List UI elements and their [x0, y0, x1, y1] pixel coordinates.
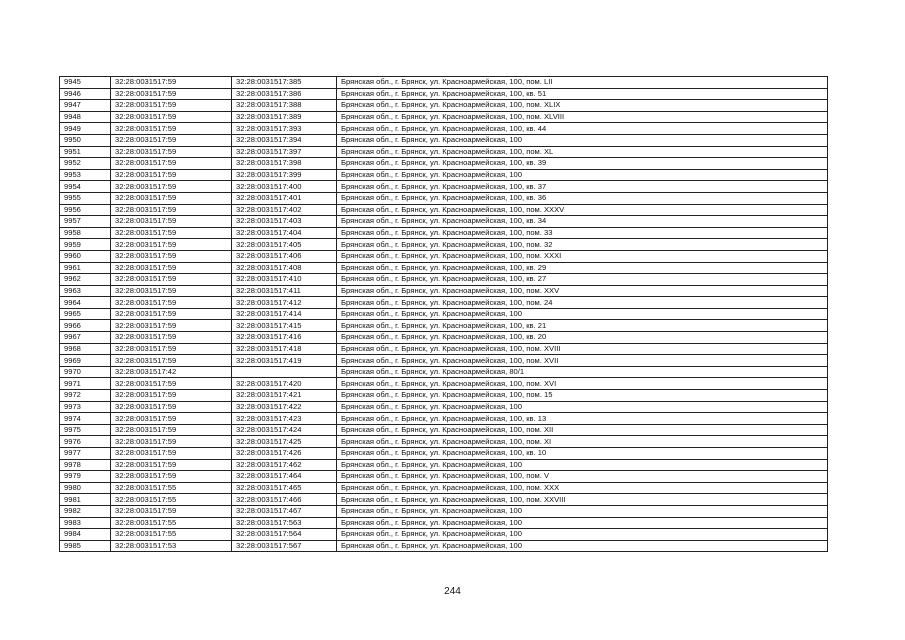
table-row [60, 529, 828, 541]
cadastral-number-cell: 32:28:0031517:389 [232, 111, 337, 123]
parent-cadastral-number-cell: 32:28:0031517:55 [111, 517, 232, 529]
address-cell: Брянская обл., г. Брянск, ул. Красноармейская, 100, пом. XII [337, 424, 828, 436]
parent-cadastral-number-cell: 32:28:0031517:59 [111, 169, 232, 181]
address-cell: Брянская обл., г. Брянск, ул. Красноармейская, 100 [337, 505, 828, 517]
table-row [60, 262, 828, 274]
row-number-cell: 9953 [60, 169, 111, 181]
parent-cadastral-number-cell: 32:28:0031517:59 [111, 239, 232, 251]
address-cell: Брянская обл., г. Брянск, ул. Красноармейская, 100, кв. 51 [337, 88, 828, 100]
parent-cadastral-number-cell: 32:28:0031517:59 [111, 424, 232, 436]
table-row [60, 250, 828, 262]
parent-cadastral-number-cell: 32:28:0031517:59 [111, 111, 232, 123]
parent-cadastral-number-cell: 32:28:0031517:59 [111, 505, 232, 517]
address-cell: Брянская обл., г. Брянск, ул. Красноармейская, 100, пом. 15 [337, 390, 828, 402]
cadastral-number-cell: 32:28:0031517:401 [232, 192, 337, 204]
row-number-cell: 9973 [60, 401, 111, 413]
cadastral-number-cell: 32:28:0031517:464 [232, 471, 337, 483]
row-number-cell: 9983 [60, 517, 111, 529]
table-row [60, 204, 828, 216]
address-cell: Брянская обл., г. Брянск, ул. Красноармейская, 100 [337, 459, 828, 471]
address-cell: Брянская обл., г. Брянск, ул. Красноармейская, 100 [337, 517, 828, 529]
address-cell: Брянская обл., г. Брянск, ул. Красноармейская, 100, пом. XXXV [337, 204, 828, 216]
parent-cadastral-number-cell: 32:28:0031517:59 [111, 436, 232, 448]
row-number-cell: 9985 [60, 540, 111, 552]
row-number-cell: 9969 [60, 355, 111, 367]
cadastral-number-cell: 32:28:0031517:386 [232, 88, 337, 100]
row-number-cell: 9976 [60, 436, 111, 448]
row-number-cell: 9970 [60, 366, 111, 378]
row-number-cell: 9952 [60, 158, 111, 170]
row-number-cell: 9978 [60, 459, 111, 471]
parent-cadastral-number-cell: 32:28:0031517:59 [111, 181, 232, 193]
parent-cadastral-number-cell: 32:28:0031517:42 [111, 366, 232, 378]
cadastral-number-cell: 32:28:0031517:408 [232, 262, 337, 274]
table-row [60, 332, 828, 344]
address-cell: Брянская обл., г. Брянск, ул. Красноармейская, 100 [337, 401, 828, 413]
table-row [60, 88, 828, 100]
cadastral-number-cell: 32:28:0031517:419 [232, 355, 337, 367]
table-row [60, 308, 828, 320]
parent-cadastral-number-cell: 32:28:0031517:59 [111, 320, 232, 332]
address-cell: Брянская обл., г. Брянск, ул. Красноармейская, 100, пом. V [337, 471, 828, 483]
table-row [60, 424, 828, 436]
parent-cadastral-number-cell: 32:28:0031517:59 [111, 332, 232, 344]
parent-cadastral-number-cell: 32:28:0031517:53 [111, 540, 232, 552]
address-cell: Брянская обл., г. Брянск, ул. Красноармейская, 100 [337, 529, 828, 541]
parent-cadastral-number-cell: 32:28:0031517:55 [111, 529, 232, 541]
parent-cadastral-number-cell: 32:28:0031517:55 [111, 494, 232, 506]
address-cell: Брянская обл., г. Брянск, ул. Красноармейская, 100 [337, 540, 828, 552]
cadastral-number-cell: 32:28:0031517:397 [232, 146, 337, 158]
row-number-cell: 9968 [60, 343, 111, 355]
address-cell: Брянская обл., г. Брянск, ул. Красноармейская, 100 [337, 134, 828, 146]
cadastral-number-cell: 32:28:0031517:421 [232, 390, 337, 402]
cadastral-number-cell: 32:28:0031517:564 [232, 529, 337, 541]
cadastral-number-cell: 32:28:0031517:415 [232, 320, 337, 332]
parent-cadastral-number-cell: 32:28:0031517:59 [111, 274, 232, 286]
parent-cadastral-number-cell: 32:28:0031517:59 [111, 471, 232, 483]
table-row [60, 378, 828, 390]
cadastral-number-cell: 32:28:0031517:385 [232, 77, 337, 89]
address-cell: Брянская обл., г. Брянск, ул. Красноармейская, 100 [337, 169, 828, 181]
parent-cadastral-number-cell: 32:28:0031517:59 [111, 192, 232, 204]
parent-cadastral-number-cell: 32:28:0031517:59 [111, 413, 232, 425]
row-number-cell: 9972 [60, 390, 111, 402]
table-row [60, 343, 828, 355]
cadastral-number-cell: 32:28:0031517:406 [232, 250, 337, 262]
parent-cadastral-number-cell: 32:28:0031517:59 [111, 204, 232, 216]
row-number-cell: 9949 [60, 123, 111, 135]
cadastral-number-cell: 32:28:0031517:411 [232, 285, 337, 297]
table-row [60, 401, 828, 413]
cadastral-number-cell: 32:28:0031517:563 [232, 517, 337, 529]
address-cell: Брянская обл., г. Брянск, ул. Красноармейская, 100, кв. 36 [337, 192, 828, 204]
parent-cadastral-number-cell: 32:28:0031517:59 [111, 262, 232, 274]
row-number-cell: 9960 [60, 250, 111, 262]
table-row [60, 181, 828, 193]
registry-table-body [60, 77, 828, 552]
cadastral-number-cell: 32:28:0031517:405 [232, 239, 337, 251]
address-cell: Брянская обл., г. Брянск, ул. Красноармейская, 100, пом. XXVIII [337, 494, 828, 506]
table-row [60, 158, 828, 170]
address-cell: Брянская обл., г. Брянск, ул. Красноармейская, 100, пом. XVII [337, 355, 828, 367]
cadastral-number-cell: 32:28:0031517:410 [232, 274, 337, 286]
table-row [60, 111, 828, 123]
table-row [60, 285, 828, 297]
row-number-cell: 9956 [60, 204, 111, 216]
table-row [60, 134, 828, 146]
parent-cadastral-number-cell: 32:28:0031517:59 [111, 343, 232, 355]
table-row [60, 517, 828, 529]
address-cell: Брянская обл., г. Брянск, ул. Красноармейская, 100, пом. XXXI [337, 250, 828, 262]
row-number-cell: 9980 [60, 482, 111, 494]
cadastral-number-cell: 32:28:0031517:465 [232, 482, 337, 494]
row-number-cell: 9946 [60, 88, 111, 100]
parent-cadastral-number-cell: 32:28:0031517:55 [111, 482, 232, 494]
page-number: 244 [444, 586, 461, 597]
table-row [60, 192, 828, 204]
address-cell: Брянская обл., г. Брянск, ул. Красноармейская, 100, кв. 10 [337, 448, 828, 460]
row-number-cell: 9965 [60, 308, 111, 320]
cadastral-number-cell: 32:28:0031517:426 [232, 448, 337, 460]
table-row [60, 366, 828, 378]
row-number-cell: 9962 [60, 274, 111, 286]
cadastral-number-cell: 32:28:0031517:412 [232, 297, 337, 309]
cadastral-number-cell: 32:28:0031517:422 [232, 401, 337, 413]
cadastral-number-cell: 32:28:0031517:403 [232, 216, 337, 228]
cadastral-number-cell: 32:28:0031517:400 [232, 181, 337, 193]
cadastral-number-cell: 32:28:0031517:420 [232, 378, 337, 390]
table-row [60, 274, 828, 286]
row-number-cell: 9974 [60, 413, 111, 425]
table-row [60, 482, 828, 494]
cadastral-number-cell: 32:28:0031517:418 [232, 343, 337, 355]
address-cell: Брянская обл., г. Брянск, ул. Красноармейская, 80/1 [337, 366, 828, 378]
cadastral-number-cell: 32:28:0031517:399 [232, 169, 337, 181]
parent-cadastral-number-cell: 32:28:0031517:59 [111, 285, 232, 297]
row-number-cell: 9948 [60, 111, 111, 123]
table-row [60, 494, 828, 506]
address-cell: Брянская обл., г. Брянск, ул. Красноармейская, 100, пом. 32 [337, 239, 828, 251]
table-row [60, 540, 828, 552]
cadastral-number-cell: 32:28:0031517:394 [232, 134, 337, 146]
table-row [60, 505, 828, 517]
row-number-cell: 9966 [60, 320, 111, 332]
table-row [60, 146, 828, 158]
parent-cadastral-number-cell: 32:28:0031517:59 [111, 146, 232, 158]
parent-cadastral-number-cell: 32:28:0031517:59 [111, 77, 232, 89]
cadastral-registry-table [59, 76, 828, 552]
address-cell: Брянская обл., г. Брянск, ул. Красноармейская, 100, пом. XVIII [337, 343, 828, 355]
row-number-cell: 9945 [60, 77, 111, 89]
row-number-cell: 9967 [60, 332, 111, 344]
row-number-cell: 9947 [60, 100, 111, 112]
address-cell: Брянская обл., г. Брянск, ул. Красноармейская, 100, пом. XL [337, 146, 828, 158]
address-cell: Брянская обл., г. Брянск, ул. Красноармейская, 100, кв. 37 [337, 181, 828, 193]
cadastral-number-cell: 32:28:0031517:467 [232, 505, 337, 517]
address-cell: Брянская обл., г. Брянск, ул. Красноармейская, 100, кв. 20 [337, 332, 828, 344]
cadastral-number-cell: 32:28:0031517:423 [232, 413, 337, 425]
address-cell: Брянская обл., г. Брянск, ул. Красноармейская, 100, пом. LII [337, 77, 828, 89]
row-number-cell: 9982 [60, 505, 111, 517]
row-number-cell: 9950 [60, 134, 111, 146]
parent-cadastral-number-cell: 32:28:0031517:59 [111, 378, 232, 390]
table-row [60, 355, 828, 367]
row-number-cell: 9977 [60, 448, 111, 460]
table-row [60, 471, 828, 483]
parent-cadastral-number-cell: 32:28:0031517:59 [111, 227, 232, 239]
table-row [60, 77, 828, 89]
table-row [60, 390, 828, 402]
parent-cadastral-number-cell: 32:28:0031517:59 [111, 100, 232, 112]
cadastral-number-cell: 32:28:0031517:425 [232, 436, 337, 448]
row-number-cell: 9963 [60, 285, 111, 297]
table-row [60, 216, 828, 228]
table-row [60, 227, 828, 239]
parent-cadastral-number-cell: 32:28:0031517:59 [111, 250, 232, 262]
row-number-cell: 9955 [60, 192, 111, 204]
row-number-cell: 9984 [60, 529, 111, 541]
cadastral-number-cell: 32:28:0031517:414 [232, 308, 337, 320]
table-row [60, 436, 828, 448]
row-number-cell: 9959 [60, 239, 111, 251]
cadastral-number-cell: 32:28:0031517:567 [232, 540, 337, 552]
row-number-cell: 9964 [60, 297, 111, 309]
parent-cadastral-number-cell: 32:28:0031517:59 [111, 308, 232, 320]
parent-cadastral-number-cell: 32:28:0031517:59 [111, 88, 232, 100]
address-cell: Брянская обл., г. Брянск, ул. Красноармейская, 100, пом. XXV [337, 285, 828, 297]
cadastral-number-cell: 32:28:0031517:402 [232, 204, 337, 216]
parent-cadastral-number-cell: 32:28:0031517:59 [111, 123, 232, 135]
parent-cadastral-number-cell: 32:28:0031517:59 [111, 390, 232, 402]
address-cell: Брянская обл., г. Брянск, ул. Красноармейская, 100, кв. 27 [337, 274, 828, 286]
parent-cadastral-number-cell: 32:28:0031517:59 [111, 134, 232, 146]
address-cell: Брянская обл., г. Брянск, ул. Красноармейская, 100, кв. 29 [337, 262, 828, 274]
parent-cadastral-number-cell: 32:28:0031517:59 [111, 216, 232, 228]
table-row [60, 448, 828, 460]
row-number-cell: 9981 [60, 494, 111, 506]
address-cell: Брянская обл., г. Брянск, ул. Красноармейская, 100 [337, 308, 828, 320]
cadastral-number-cell [232, 366, 337, 378]
table-row [60, 297, 828, 309]
parent-cadastral-number-cell: 32:28:0031517:59 [111, 297, 232, 309]
cadastral-number-cell: 32:28:0031517:388 [232, 100, 337, 112]
parent-cadastral-number-cell: 32:28:0031517:59 [111, 459, 232, 471]
cadastral-number-cell: 32:28:0031517:424 [232, 424, 337, 436]
row-number-cell: 9961 [60, 262, 111, 274]
cadastral-number-cell: 32:28:0031517:416 [232, 332, 337, 344]
row-number-cell: 9975 [60, 424, 111, 436]
address-cell: Брянская обл., г. Брянск, ул. Красноармейская, 100, пом. XXX [337, 482, 828, 494]
table-row [60, 459, 828, 471]
parent-cadastral-number-cell: 32:28:0031517:59 [111, 158, 232, 170]
cadastral-number-cell: 32:28:0031517:462 [232, 459, 337, 471]
table-row [60, 320, 828, 332]
row-number-cell: 9957 [60, 216, 111, 228]
address-cell: Брянская обл., г. Брянск, ул. Красноармейская, 100, пом. XLVIII [337, 111, 828, 123]
address-cell: Брянская обл., г. Брянск, ул. Красноармейская, 100, пом. XLIX [337, 100, 828, 112]
table-row [60, 100, 828, 112]
cadastral-number-cell: 32:28:0031517:393 [232, 123, 337, 135]
address-cell: Брянская обл., г. Брянск, ул. Красноармейская, 100, кв. 39 [337, 158, 828, 170]
cadastral-number-cell: 32:28:0031517:466 [232, 494, 337, 506]
address-cell: Брянская обл., г. Брянск, ул. Красноармейская, 100, пом. 24 [337, 297, 828, 309]
address-cell: Брянская обл., г. Брянск, ул. Красноармейская, 100, пом. XI [337, 436, 828, 448]
address-cell: Брянская обл., г. Брянск, ул. Красноармейская, 100, пом. XVI [337, 378, 828, 390]
parent-cadastral-number-cell: 32:28:0031517:59 [111, 401, 232, 413]
parent-cadastral-number-cell: 32:28:0031517:59 [111, 448, 232, 460]
address-cell: Брянская обл., г. Брянск, ул. Красноармейская, 100, кв. 34 [337, 216, 828, 228]
row-number-cell: 9979 [60, 471, 111, 483]
table-row [60, 413, 828, 425]
address-cell: Брянская обл., г. Брянск, ул. Красноармейская, 100, кв. 13 [337, 413, 828, 425]
table-row [60, 239, 828, 251]
cadastral-number-cell: 32:28:0031517:398 [232, 158, 337, 170]
table-row [60, 123, 828, 135]
address-cell: Брянская обл., г. Брянск, ул. Красноармейская, 100, кв. 44 [337, 123, 828, 135]
row-number-cell: 9954 [60, 181, 111, 193]
address-cell: Брянская обл., г. Брянск, ул. Красноармейская, 100, кв. 21 [337, 320, 828, 332]
row-number-cell: 9958 [60, 227, 111, 239]
row-number-cell: 9971 [60, 378, 111, 390]
parent-cadastral-number-cell: 32:28:0031517:59 [111, 355, 232, 367]
row-number-cell: 9951 [60, 146, 111, 158]
address-cell: Брянская обл., г. Брянск, ул. Красноармейская, 100, пом. 33 [337, 227, 828, 239]
table-row [60, 169, 828, 181]
cadastral-number-cell: 32:28:0031517:404 [232, 227, 337, 239]
